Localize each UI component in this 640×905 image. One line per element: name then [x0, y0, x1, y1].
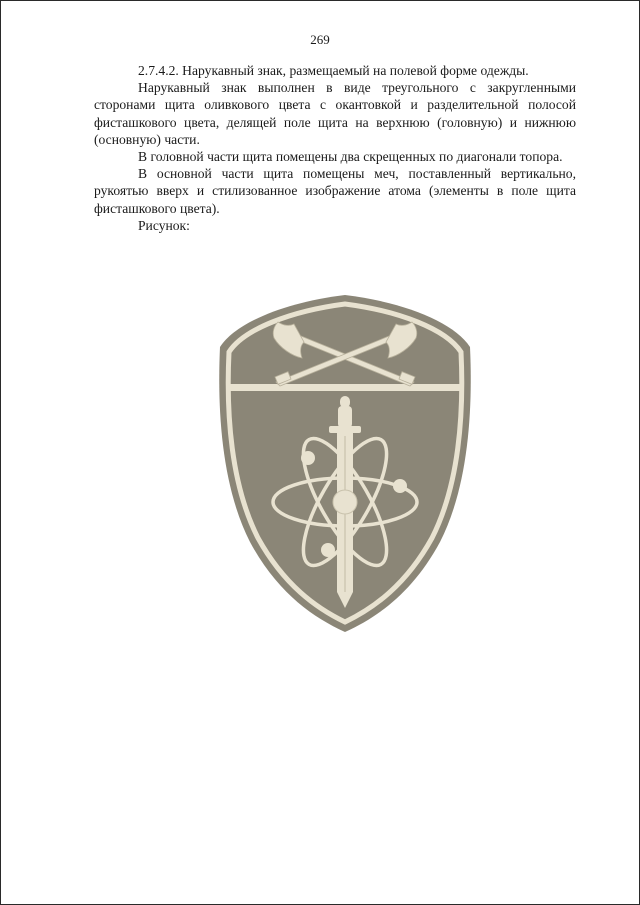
- section-heading: 2.7.4.2. Нарукавный знак, размещаемый на полевой форме одежды.: [138, 63, 529, 78]
- paragraph-head-part: В головной части щита помещены два скрещенных по диагонали топора.: [138, 149, 563, 165]
- paragraph-description: Нарукавный знак выполнен в виде треугольного с закругленными сторонами щита оливкового цвета с окантовкой и разделительной полосой фисташкового цвета, делящей поле щита на верхнюю (головную) и нижнюю (основную) части.: [94, 80, 576, 147]
- shield-badge: [218, 292, 472, 634]
- paragraph-main-part: В основной части щита помещены меч, поставленный вертикально, рукоятью вверх и стилизованное изображение атома (элементы в поле щита фисташкового цвета).: [94, 166, 576, 216]
- page-number: 269: [310, 32, 330, 47]
- dividing-band: [230, 384, 460, 391]
- figure-label: Рисунок:: [138, 217, 190, 233]
- document-body: [94, 62, 576, 234]
